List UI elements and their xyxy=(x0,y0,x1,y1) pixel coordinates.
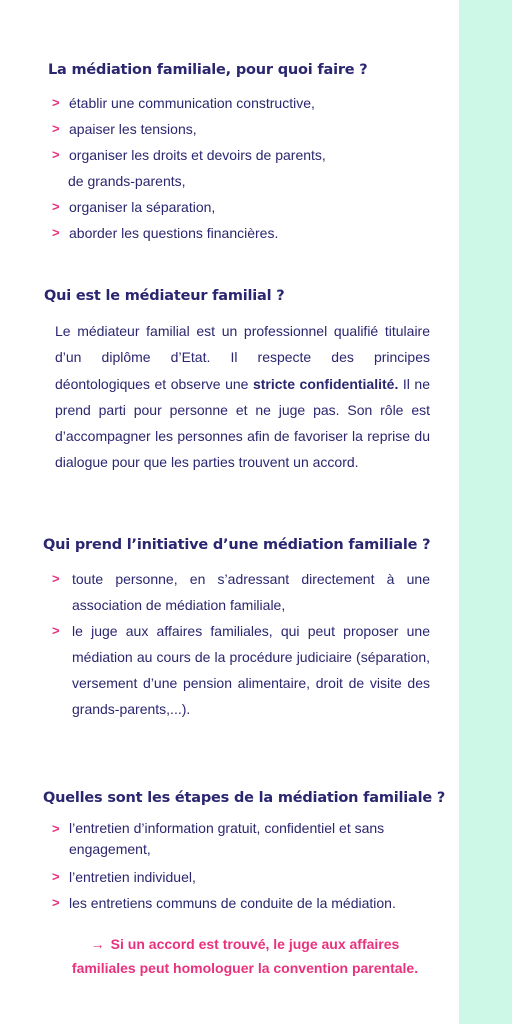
bullet-marker: > xyxy=(52,121,60,136)
conclusion-text: Si un accord est trouvé, le juge aux affaires familiales peut homologuer la convention parentale. xyxy=(71,936,419,976)
list-item xyxy=(52,618,430,722)
list-item xyxy=(52,890,434,916)
side-color-panel xyxy=(459,0,512,1024)
initiative-list xyxy=(52,566,430,722)
paragraph-text: Il ne prend parti pour personne et ne juge pas. Son rôle est d’accompagner les personnes afin de favoriser la reprise du dialogue pour que les parties trouvent un accord. xyxy=(55,375,430,471)
steps-list xyxy=(52,818,434,916)
list-item xyxy=(52,818,434,860)
list-item-text: l’entretien d’information gratuit, confidentiel et sans engagement, xyxy=(69,820,385,857)
list-item xyxy=(52,194,452,220)
list-item-text: aborder les questions financières. xyxy=(69,225,279,241)
list-item-text: les entretiens communs de conduite de la médiation. xyxy=(69,895,396,911)
list-item-text: organiser les droits et devoirs de parents, xyxy=(69,147,326,163)
bullet-marker: > xyxy=(52,869,60,884)
section-heading-mediator: Qui est le médiateur familial ? xyxy=(44,288,285,304)
conclusion-note xyxy=(60,932,430,980)
list-item-text: apaiser les tensions, xyxy=(69,121,197,137)
list-item xyxy=(52,116,452,142)
list-item xyxy=(52,90,452,116)
list-item-text: le juge aux affaires familiales, qui peut proposer une médiation au cours de la procédure judiciaire (séparation, versement d’une pension alimentaire, droit de visite des grands-parents,...). xyxy=(72,623,430,717)
list-item-text: l’entretien individuel, xyxy=(69,869,196,885)
bullet-marker: > xyxy=(52,199,60,214)
list-item xyxy=(52,566,430,618)
list-item-continuation: de grands-parents, xyxy=(68,173,186,189)
list-item xyxy=(52,142,452,194)
paragraph-text: Le médiateur familial est un professionnel qualifié titulaire d’un diplôme d’Etat. Il respecte des principes déontologiques et observe une xyxy=(55,323,430,392)
mediator-paragraph xyxy=(55,318,430,476)
purpose-list xyxy=(52,90,452,246)
section-heading-steps: Quelles sont les étapes de la médiation familiale ? xyxy=(43,790,446,806)
list-item-text: établir une communication constructive, xyxy=(69,95,315,111)
bullet-marker: > xyxy=(52,95,60,110)
bullet-marker: > xyxy=(52,895,60,910)
bullet-marker: > xyxy=(52,225,60,240)
bullet-marker: > xyxy=(52,571,60,586)
paragraph-emphasis: stricte confidentialité. xyxy=(252,375,399,392)
bullet-marker: > xyxy=(52,147,60,162)
bullet-marker: > xyxy=(52,821,60,836)
list-item xyxy=(52,864,434,890)
list-item-text: organiser la séparation, xyxy=(69,199,216,215)
arrow-icon: → xyxy=(90,936,105,952)
section-heading-purpose: La médiation familiale, pour quoi faire ? xyxy=(48,62,368,78)
section-heading-initiative: Qui prend l’initiative d’une médiation familiale ? xyxy=(43,537,431,553)
list-item-text: toute personne, en s’adressant directement à une association de médiation familiale, xyxy=(72,571,430,613)
list-item xyxy=(52,220,452,246)
bullet-marker: > xyxy=(52,623,60,638)
